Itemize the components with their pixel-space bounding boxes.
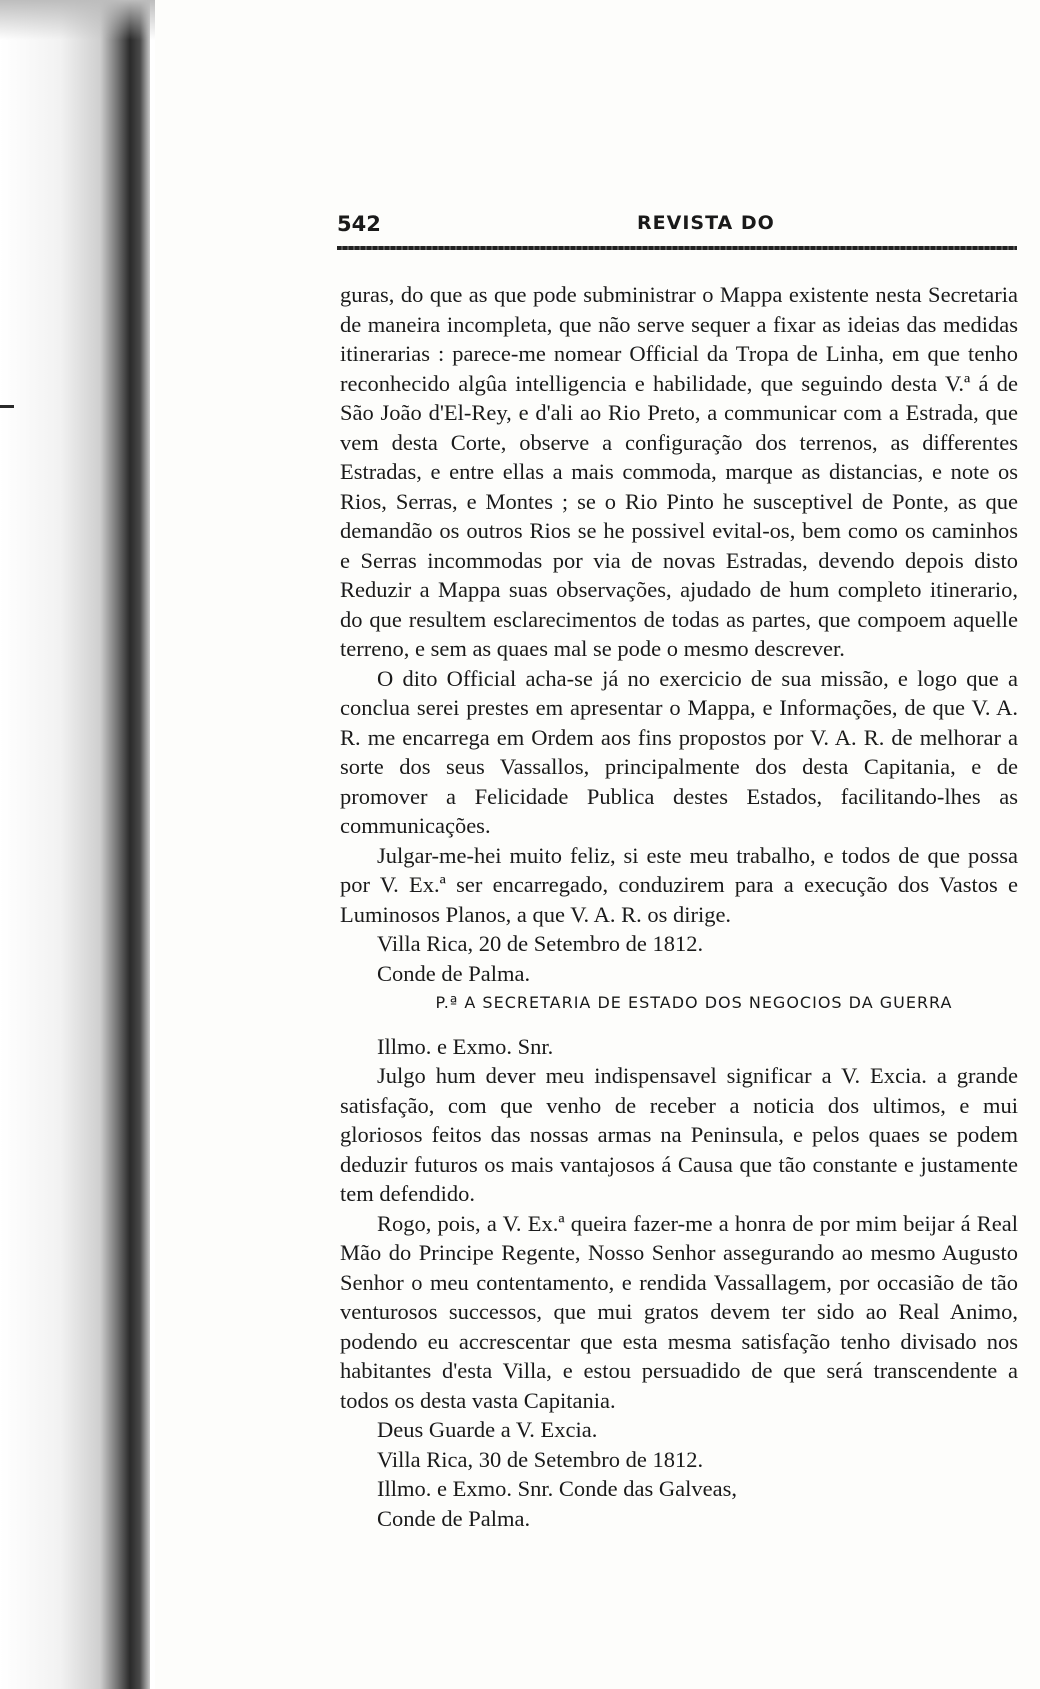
signature-2: Conde de Palma.: [377, 1505, 531, 1531]
running-head: REVISTA DO: [637, 212, 775, 234]
scan-corner-shade: [0, 0, 175, 40]
scan-binding-shadow: [0, 0, 150, 1689]
section-heading: P.ª A SECRETARIA DE ESTADO DOS NEGOCIOS DA GUERRA: [435, 993, 953, 1012]
header-rule: [337, 246, 1017, 250]
salutation: Illmo. e Exmo. Snr.: [377, 1033, 554, 1059]
place-date-1: Villa Rica, 20 de Setembro de 1812.: [377, 931, 704, 956]
paragraph-5: Rogo, pois, a V. Ex.ª queira fazer-me a honra de por mim beijar á Real Mão do Principe Regente, Nosso Senhor assegurando ao mesmo Augusto Senhor o meu contentamento, e rendida Vassallagem, por occasião de tão venturosos successos, que mui gratos devem ter sido ao Real Animo, podendo eu accrescentar que esta mesma satisfação tenho divisado nos habitantes d'esta Villa, e estou persuadido de que será transcendente a todos os desta vasta Capitania.: [340, 1210, 1018, 1413]
closing-line: Deus Guarde a V. Excia.: [377, 1417, 598, 1442]
page-header: [337, 212, 1017, 246]
page-number: 542: [337, 212, 381, 236]
paragraph-1: guras, do que as que pode subministrar o Mappa existente nesta Secretaria de maneira incompleta, que não serve sequer a fixar as ideias das medidas itinerarias : parece-me nomear Official da Tropa de Linha, em que tenho reconhecido algûa intelligencia e habilidade, que seguindo desta V.ª á de São João d'El-Rey, e d'ali ao Rio Preto, a communicar com a Estrada, que vem desta Corte, observe a configuração dos terrenos, as differentes Estradas, e entre ellas a mais commoda, marque as distancias, e note os Rios, Serras, e Montes ; se o Rio Pinto he susceptivel de Ponte, as que demandão os outros Rios se he possivel evital-os, bem como os caminhos e Serras incommodas por via de novas Estradas, devendo depois disto Reduzir a Mappa suas observações, ajudado de hum completo itinerario, do que resultem esclarecimentos de todas as partes, que compoem aquelle terreno, e sem as quaes mal se pode o mesmo descrever.: [340, 282, 1018, 661]
addressee: Illmo. e Exmo. Snr. Conde das Galveas,: [377, 1476, 737, 1501]
signature-1: Conde de Palma.: [377, 960, 531, 986]
scan-mark: [0, 405, 14, 408]
page-body: [340, 280, 1018, 1533]
paragraph-3: Julgar-me-hei muito feliz, si este meu trabalho, e todos de que possa por V. Ex.ª ser encarregado, conduzirem para a execução dos Vastos e Luminosos Planos, a que V. A. R. os dirige.: [340, 842, 1018, 927]
paragraph-4: Julgo hum dever meu indispensavel significar a V. Excia. a grande satisfação, com que venho de receber a noticia dos ultimos, e mui gloriosos feitos das nossas armas na Peninsula, e pelos quaes se podem deduzir futuros os mais vantajosos á Causa que tão constante e justamente tem defendido.: [340, 1063, 1018, 1206]
place-date-2: Villa Rica, 30 de Setembro de 1812.: [377, 1446, 704, 1472]
paragraph-2: O dito Official acha-se já no exercicio de sua missão, e logo que a conclua serei prestes em apresentar o Mappa, e Informações, de que V. A. R. me encarrega em Ordem aos fins propostos por V. A. R. de melhorar a sorte dos seus Vassallos, principalmente dos desta Capitania, e de promover a Felicidade Publica destes Estados, facilitando-lhes as communicações.: [340, 665, 1018, 838]
